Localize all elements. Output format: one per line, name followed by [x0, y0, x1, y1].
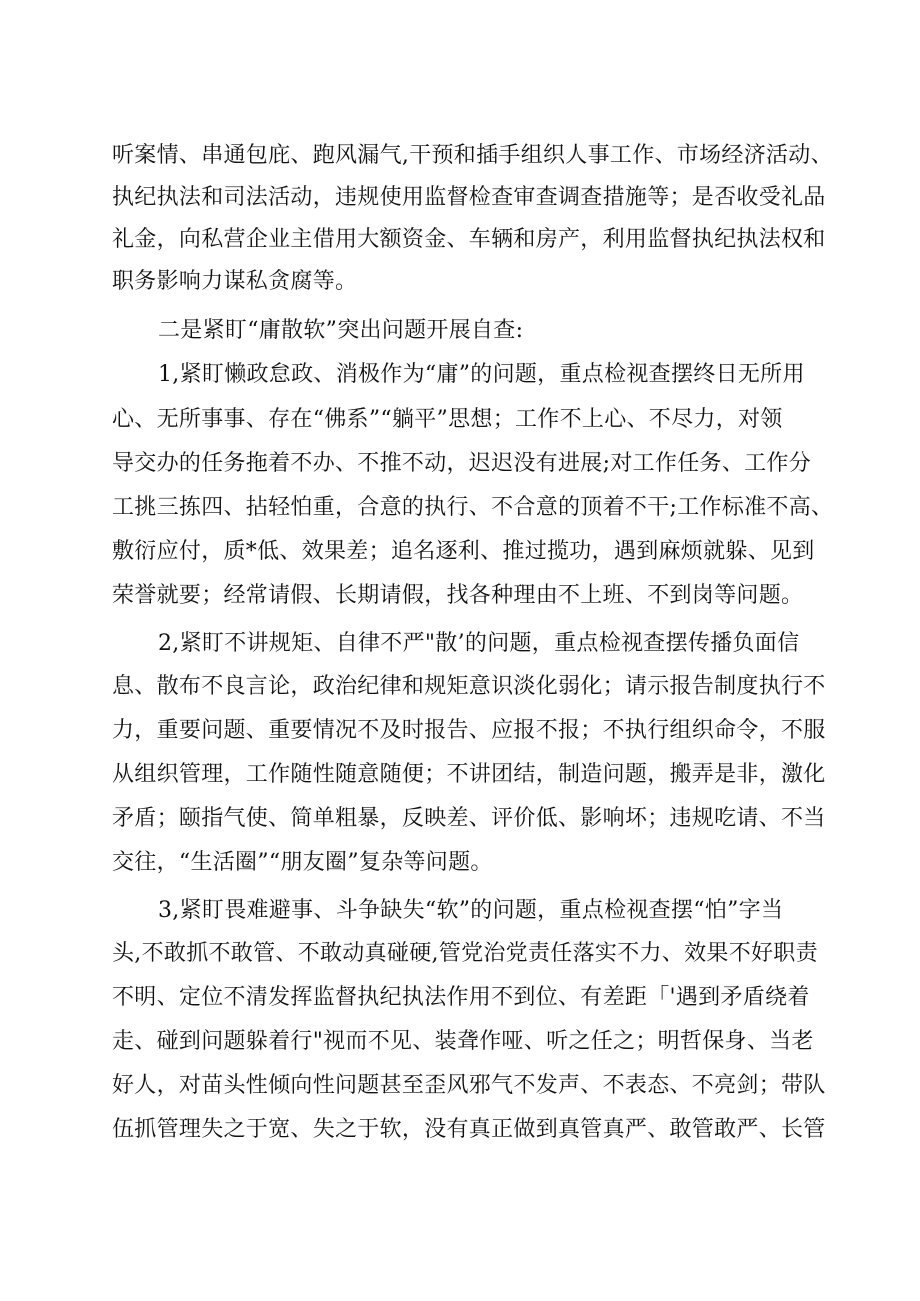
- section-heading: 二是紧盯“庸散软”突出问题开展自查:: [158, 318, 524, 343]
- text-line: 工挑三拣四、拈轻怕重，合意的执行、不合意的顶着不干;工作标准不高、: [112, 495, 834, 520]
- text-line: 执纪执法和司法活动，违规使用监督检查审查调查措施等；是否收受礼品: [112, 185, 826, 210]
- paragraph-first-line: 2,紧盯不讲规矩、自律不严"散’的问题，重点检视查摆传播负面信: [158, 631, 800, 656]
- text-line: 头,不敢抓不敢管、不敢动真碰硬,管党治党责任落实不力、效果不好职责: [112, 941, 818, 966]
- text-line: 导交办的任务拖着不办、不推不动，迟迟没有进展;对工作任务、工作分: [112, 451, 812, 476]
- text-line: 伍抓管理失之于宽、失之于软，没有真正做到真管真严、敢管敢严、长管: [112, 1117, 826, 1142]
- text-line: 交往，“生活圈”“朋友圈”复杂等问题。: [112, 850, 493, 875]
- text-line: 职务影响力谋私贪腐等。: [112, 269, 358, 294]
- text-line: 好人，对苗头性倾向性问题甚至歪风邪气不发声、不表态、不亮剑；带队: [112, 1073, 826, 1098]
- text-line: 礼金，向私营企业主借用大额资金、车辆和房产，利用监督执纪执法权和: [112, 227, 826, 252]
- paragraph-first-line: 1,紧盯懒政怠政、消极作为“庸”的问题，重点检视查摆终日无所用: [158, 362, 805, 387]
- text-line: 不明、定位不清发挥监督执纪执法作用不到位、有差距「'遇到矛盾绕着: [112, 985, 810, 1010]
- text-line: 听案情、串通包庇、跑风漏气,干预和插手组织人事工作、市场经济活动、: [112, 143, 833, 168]
- text-line: 走、碰到问题躲着行"视而不见、装聋作哑、听之任之；明哲保身、当老: [112, 1029, 814, 1054]
- paragraph-first-line: 3,紧盯畏难避事、斗争缺失“软”的问题，重点检视查摆“怕”字当: [158, 898, 784, 923]
- text-line: 敷衍应付，质*低、效果差；追名逐利、推过揽功，遇到麻烦就躲、见到: [112, 539, 815, 564]
- text-line: 力，重要问题、重要情况不及时报告、应报不报；不执行组织命令，不服: [112, 718, 826, 743]
- text-line: 荣誉就要；经常请假、长期请假，找各种理由不上班、不到岗等问题。: [112, 583, 804, 608]
- text-line: 息、散布不良言论，政治纪律和规矩意识淡化弱化；请示报告制度执行不: [112, 674, 826, 699]
- text-line: 从组织管理，工作随性随意随便；不讲团结，制造问题，搬弄是非，激化: [112, 762, 826, 787]
- text-line: 矛盾；颐指气使、简单粗暴，反映差、评价低、影响坏；违规吃请、不当: [112, 806, 826, 831]
- text-line: 心、无所事事、存在“佛系”“躺平”思想；工作不上心、不尽力，对领: [112, 407, 783, 432]
